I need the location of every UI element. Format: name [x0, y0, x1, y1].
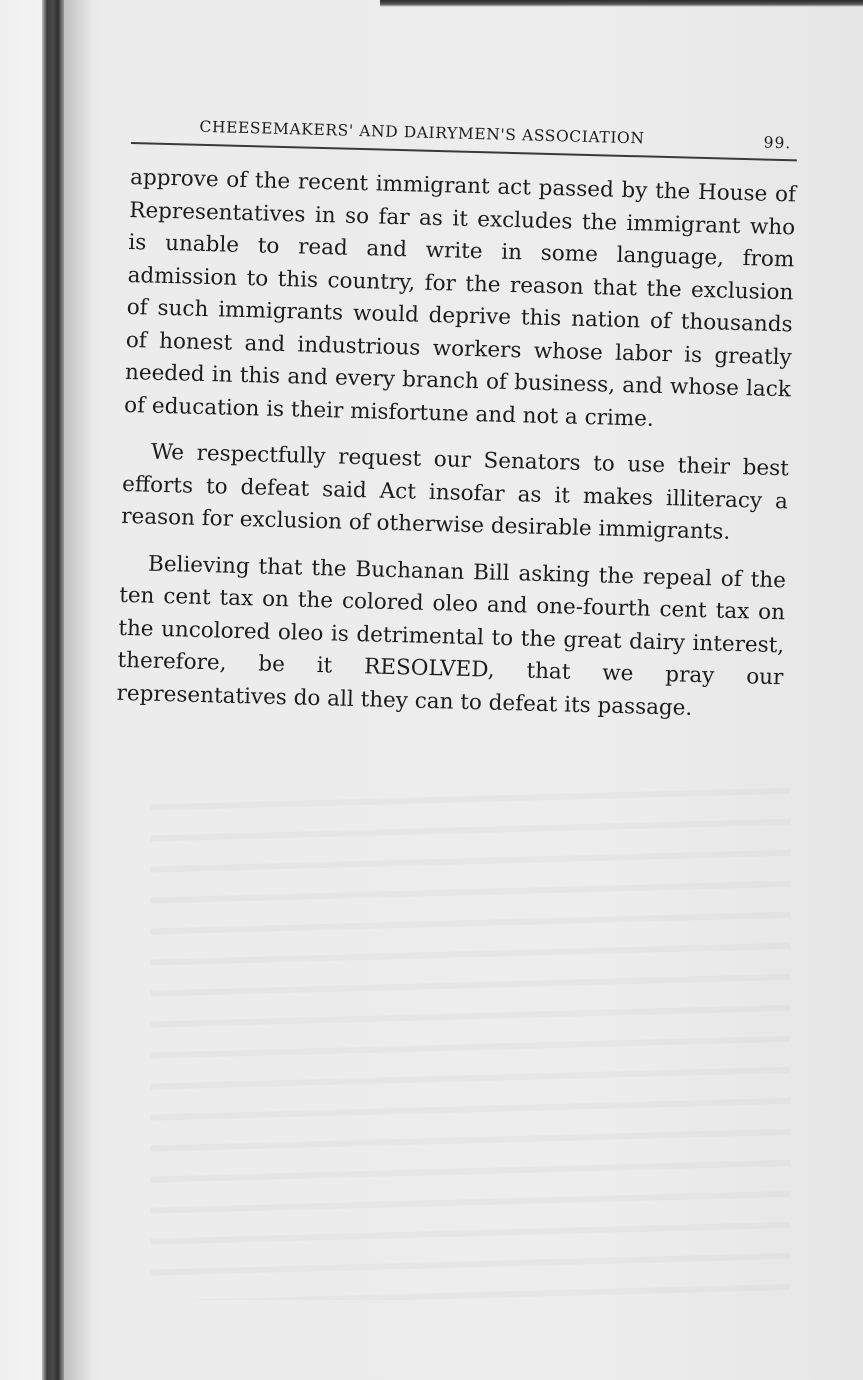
page-body	[116, 162, 796, 727]
paragraph: Believing that the Buchanan Bill asking the repeal of the ten cent tax on the colored oleo and one-fourth cent tax on the uncolored oleo is detrimental to the great dairy interest, therefore, be it RESOLVED, that we pray our representatives do all they can to defeat its passage.	[116, 551, 787, 721]
book-spine	[42, 0, 64, 1380]
page-text-block	[116, 108, 798, 741]
show-through-bleed	[150, 780, 790, 1300]
paragraph: We respectfully request our Senators to use their best efforts to defeat said Act insofar as it makes illiteracy a reason for exclusion of otherwise desirable immigrants.	[120, 439, 790, 545]
page-number: 99.	[763, 133, 792, 153]
paragraph: approve of the recent immigrant act passed by the House of Representatives in so far as it excludes the immigrant who is unable to read and write in some language, from admission to this country, for the reason that the exclusion of such immigrants would deprive this nation of thousands of honest and industrious workers whose labor is greatly needed in this and every branch of business, and whose lack of education is their misfortune and not a crime.	[123, 164, 797, 432]
running-head: CHEESEMAKERS' AND DAIRYMEN'S ASSOCIATION	[199, 117, 645, 148]
gutter-shadow	[64, 0, 94, 1380]
page-top-edge-shadow	[380, 0, 863, 7]
page-header	[131, 108, 798, 161]
